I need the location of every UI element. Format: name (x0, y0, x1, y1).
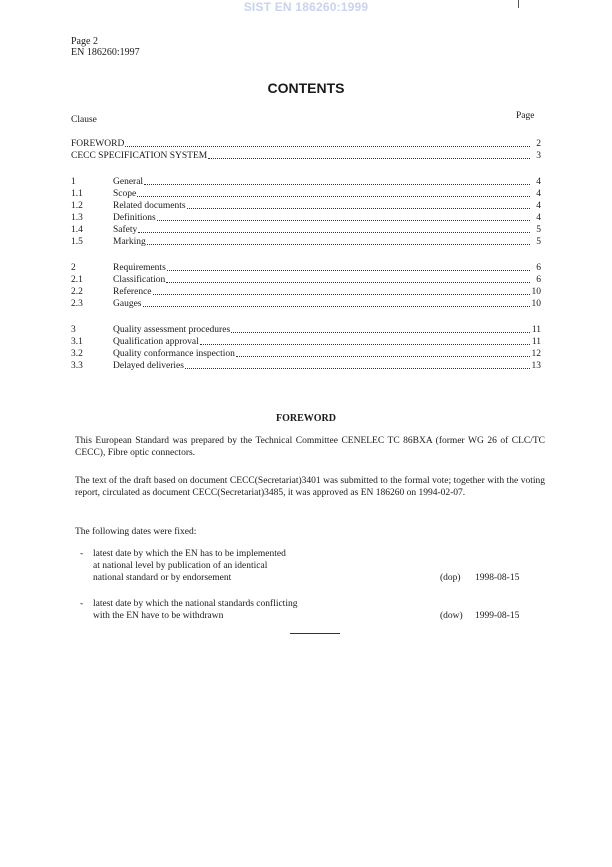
toc-entry-title: Requirements (113, 263, 166, 273)
toc-entry-foreword[interactable] (71, 138, 541, 150)
leader-dots (167, 270, 530, 271)
toc-entry-page: 5 (536, 225, 541, 235)
toc-entry-page: 3 (536, 151, 541, 161)
toc-entry-title: Qualification approval (113, 337, 199, 347)
date-item-dop (80, 548, 540, 584)
date-item-dow (80, 598, 540, 622)
toc-entry-number: 1.3 (71, 213, 83, 223)
toc-entry-title: Delayed deliveries (113, 361, 184, 371)
leader-dots (200, 344, 530, 345)
standard-id: EN 186260:1997 (71, 47, 140, 58)
toc-entry-number: 2.1 (71, 275, 83, 285)
toc-entry-title: Reference (113, 287, 152, 297)
toc-entry-page: 10 (531, 287, 541, 297)
date-code: (dop) (440, 573, 461, 583)
watermark: SIST EN 186260:1999 (243, 0, 369, 14)
date-code: (dow) (440, 611, 463, 621)
toc-entry[interactable] (71, 224, 541, 236)
toc-entry[interactable] (71, 360, 541, 372)
toc-entry-page: 6 (536, 275, 541, 285)
toc-entry-page: 11 (531, 325, 541, 335)
toc-entry-number: 2.3 (71, 299, 83, 309)
leader-dots (138, 232, 530, 233)
leader-dots (187, 208, 530, 209)
toc-entry-page: 13 (531, 361, 541, 371)
date-item-line: with the EN have to be withdrawn (93, 611, 224, 621)
toc-entry-page: 6 (536, 263, 541, 273)
date-item-line: national standard or by endorsement (93, 573, 232, 583)
toc-entry-page: 5 (536, 237, 541, 247)
toc-entry-cecc-system[interactable] (71, 150, 541, 162)
toc-entry-number: 3 (71, 325, 76, 335)
toc-entry-title: CECC SPECIFICATION SYSTEM (71, 151, 208, 161)
toc-entry-title: Marking (113, 237, 146, 247)
leader-dots (147, 244, 530, 245)
foreword-paragraph: The text of the draft based on document CECC(Secretariat)3401 was submitted to the formal vote; together with the voting report, circulated as document CECC(Secretariat)3485, it was approved as EN 186260 on 1994-02-07. (75, 476, 545, 498)
toc-entry-title: Definitions (113, 213, 156, 223)
toc-entry[interactable] (71, 274, 541, 286)
toc-entry-title: General (113, 177, 144, 187)
toc-entry[interactable] (71, 324, 541, 336)
date-item-line: latest date by which the EN has to be implemented (93, 549, 286, 559)
leader-dots (125, 146, 530, 147)
leader-dots (185, 368, 530, 369)
page-column-label: Page (516, 111, 535, 121)
leader-dots (144, 184, 530, 185)
toc-entry-title: Classification (113, 275, 166, 285)
end-rule (290, 633, 340, 634)
toc-entry[interactable] (71, 236, 541, 248)
toc-entry-title: Quality assessment procedures (113, 325, 231, 335)
date-item-text (93, 598, 393, 622)
toc-entry-number: 1.2 (71, 201, 83, 211)
leader-dots (137, 196, 530, 197)
toc-entry[interactable] (71, 188, 541, 200)
leader-dots (231, 332, 530, 333)
toc-entry-number: 3.2 (71, 349, 83, 359)
date-value: 1998-08-15 (475, 573, 520, 583)
foreword-paragraph: The following dates were fixed: (75, 527, 197, 537)
toc-entry-number: 1.4 (71, 225, 83, 235)
toc-entry-page: 4 (536, 213, 541, 223)
edge-mark (518, 0, 519, 8)
toc-entry-number: 3.1 (71, 337, 83, 347)
toc-entry-page: 2 (536, 139, 541, 149)
toc-entry-title: FOREWORD (71, 139, 125, 149)
toc-entry-page: 12 (531, 349, 541, 359)
toc-entry[interactable] (71, 176, 541, 188)
leader-dots (208, 158, 530, 159)
page-header (71, 36, 140, 58)
page-number: Page 2 (71, 36, 98, 47)
date-item-line: at national level by publication of an identical (93, 561, 268, 571)
toc-entry[interactable] (71, 200, 541, 212)
toc-entry-number: 1 (71, 177, 76, 187)
list-dash: - (80, 549, 84, 559)
toc-entry-title: Quality conformance inspection (113, 349, 235, 359)
toc-entry-title: Related documents (113, 201, 186, 211)
toc-entry[interactable] (71, 212, 541, 224)
contents-title: CONTENTS (267, 80, 345, 96)
toc-entry[interactable] (71, 336, 541, 348)
leader-dots (236, 356, 530, 357)
leader-dots (166, 282, 530, 283)
toc-entry-number: 2 (71, 263, 76, 273)
clause-column-label: Clause (71, 115, 97, 125)
toc-entry[interactable] (71, 298, 541, 310)
toc-entry-page: 4 (536, 177, 541, 187)
toc-entry[interactable] (71, 262, 541, 274)
toc-entry-title: Gauges (113, 299, 142, 309)
toc-entry-number: 3.3 (71, 361, 83, 371)
date-item-text (93, 548, 393, 584)
toc-entry-page: 4 (536, 201, 541, 211)
leader-dots (153, 294, 531, 295)
toc-entry[interactable] (71, 286, 541, 298)
leader-dots (157, 220, 530, 221)
toc-entry-title: Scope (113, 189, 137, 199)
date-value: 1999-08-15 (475, 611, 520, 621)
toc-entry-title: Safety (113, 225, 138, 235)
toc-entry-number: 1.5 (71, 237, 83, 247)
toc-entry-page: 4 (536, 189, 541, 199)
toc-entry[interactable] (71, 348, 541, 360)
list-dash: - (80, 599, 84, 609)
toc-entry-number: 2.2 (71, 287, 83, 297)
foreword-heading: FOREWORD (276, 413, 336, 424)
toc-entry-number: 1.1 (71, 189, 83, 199)
date-item-line: latest date by which the national standards conflicting (93, 599, 298, 609)
toc-entry-page: 11 (531, 337, 541, 347)
toc-entry-page: 10 (531, 299, 541, 309)
foreword-paragraph: This European Standard was prepared by the Technical Committee CENELEC TC 86BXA (former WG 26 of CLC/TC CECC), Fibre optic connectors. (75, 436, 545, 458)
leader-dots (143, 306, 531, 307)
